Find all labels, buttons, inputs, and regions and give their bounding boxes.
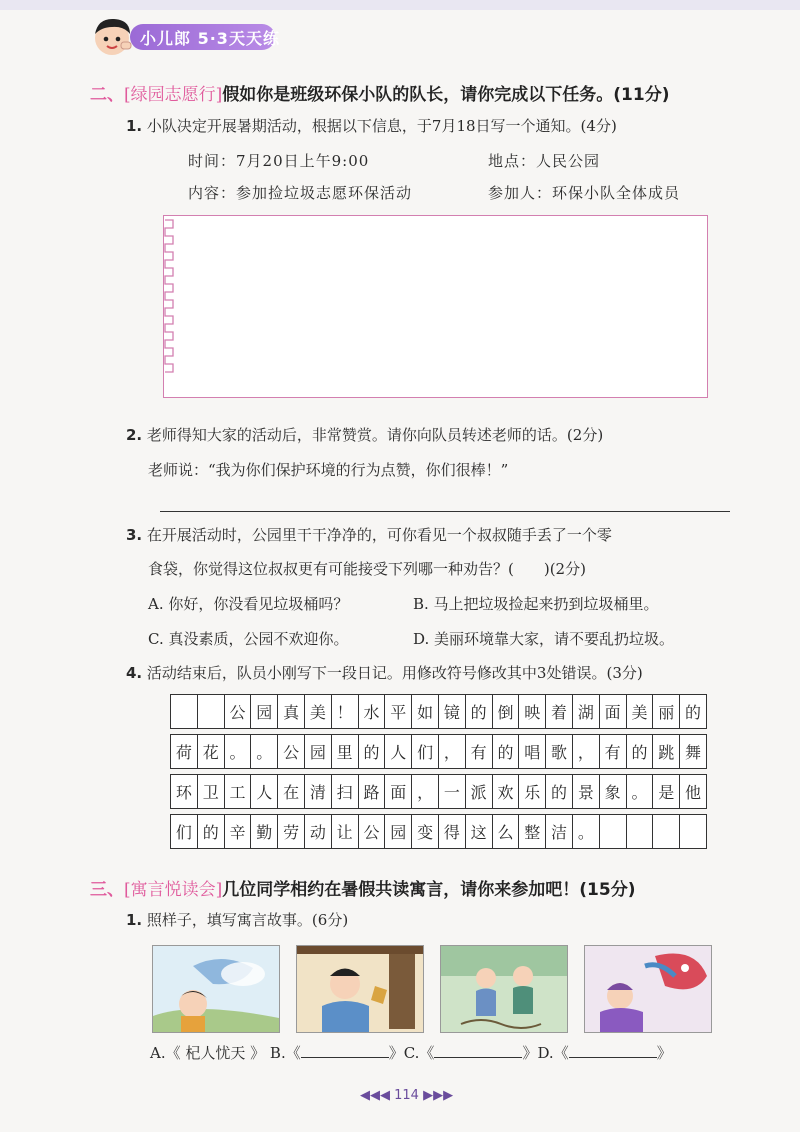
grid-cell: 。 — [224, 735, 251, 769]
grid-cell: 辛 — [224, 815, 251, 849]
grid-cell: 扫 — [331, 775, 358, 809]
grid-cell: 在 — [278, 775, 305, 809]
section-2-text: 假如你是班级环保小队的队长，请你完成以下任务。(11分) — [222, 85, 670, 105]
grid-cell: 清 — [304, 775, 331, 809]
teacher-quote: 老师说：“我为你们保护环境的行为点赞，你们很棒！” — [148, 461, 509, 479]
man-with-bell-icon — [297, 946, 423, 1032]
grid-cell: 的 — [492, 735, 519, 769]
answer-d-blank[interactable] — [569, 1043, 657, 1058]
grid-cell — [171, 695, 198, 729]
grid-cell: 景 — [572, 775, 599, 809]
question-4-text: 活动结束后，队员小刚写下一段日记。用修改符号修改其中3处错误。(3分) — [146, 664, 643, 682]
question-3-number: 3. — [126, 526, 143, 544]
section-2-tag: [绿园志愿行] — [124, 85, 223, 105]
grid-cell: 。 — [572, 815, 599, 849]
notice-content: 内容：参加捡垃圾志愿环保活动 — [188, 184, 413, 202]
grid-cell: 美 — [626, 695, 653, 729]
grid-cell: 的 — [546, 775, 573, 809]
man-and-dragon-icon — [585, 946, 711, 1032]
grid-cell: 劳 — [278, 815, 305, 849]
grid-cell: 有 — [599, 735, 626, 769]
grid-row — [171, 775, 707, 809]
notice-writing-box[interactable] — [163, 215, 708, 398]
grid-cell: 湖 — [572, 695, 599, 729]
grid-cell: 花 — [197, 735, 224, 769]
grid-cell: 这 — [465, 815, 492, 849]
grid-cell: 人 — [385, 735, 412, 769]
grid-cell: 洁 — [546, 815, 573, 849]
answer-d-close: 》 — [656, 1044, 672, 1062]
grid-cell: 让 — [331, 815, 358, 849]
grid-cell: 欢 — [492, 775, 519, 809]
page-number: ◀◀◀ 114 ▶▶▶ — [360, 1088, 454, 1103]
grid-cell: 整 — [519, 815, 546, 849]
section-3-question-1-number: 1. — [126, 911, 143, 929]
section-3-tag: [寓言悦读会] — [124, 880, 223, 900]
grid-cell: 美 — [304, 695, 331, 729]
grid-cell: 跳 — [653, 735, 680, 769]
section-2-number: 二、 — [90, 85, 124, 105]
fable-picture-c — [440, 945, 568, 1033]
people-drawing-snake-icon — [441, 946, 567, 1032]
question-2-text: 老师得知大家的活动后，非常赞赏。请你向队员转述老师的话。(2分) — [146, 426, 604, 444]
grid-cell: 映 — [519, 695, 546, 729]
grid-cell: 真 — [278, 695, 305, 729]
question-3 — [126, 524, 612, 545]
grid-cell: 的 — [358, 735, 385, 769]
grid-cell: 面 — [385, 775, 412, 809]
grid-cell: 水 — [358, 695, 385, 729]
diary-grid — [170, 694, 707, 849]
notebook-edge-icon — [163, 216, 177, 396]
answer-b-label: B.《 — [269, 1044, 301, 1062]
grid-cell: 镜 — [438, 695, 465, 729]
section-3-number: 三、 — [90, 880, 124, 900]
grid-cell: 象 — [599, 775, 626, 809]
question-1 — [126, 115, 617, 136]
section-3-question-1-text: 照样子，填写寓言故事。(6分) — [146, 911, 349, 929]
grid-cell: 里 — [331, 735, 358, 769]
grid-cell — [680, 815, 707, 849]
grid-row — [171, 735, 707, 769]
brand-name: 小儿郎 — [140, 29, 192, 48]
grid-row — [171, 695, 707, 729]
grid-cell: 荷 — [171, 735, 198, 769]
grid-cell: 的 — [626, 735, 653, 769]
answer-b-blank[interactable] — [301, 1043, 389, 1058]
grid-cell: 园 — [251, 695, 278, 729]
grid-cell: 如 — [412, 695, 439, 729]
option-a[interactable]: A. 你好，你没看见垃圾桶吗？ — [148, 595, 349, 613]
grid-cell: 面 — [599, 695, 626, 729]
grid-cell — [197, 695, 224, 729]
answer-a: A.《 杞人忧天 》 — [150, 1044, 266, 1062]
grid-cell: 动 — [304, 815, 331, 849]
section-3-text: 几位同学相约在暑假共读寓言，请你来参加吧！(15分) — [222, 880, 636, 900]
grid-cell — [599, 815, 626, 849]
grid-cell: 舞 — [680, 735, 707, 769]
grid-cell: 唱 — [519, 735, 546, 769]
section-3-question-1 — [126, 909, 348, 930]
grid-cell: 。 — [626, 775, 653, 809]
question-4 — [126, 662, 643, 683]
section-3-title — [90, 875, 635, 900]
grid-cell: 们 — [171, 815, 198, 849]
grid-cell: 他 — [680, 775, 707, 809]
worried-girl-sky-icon — [153, 946, 279, 1032]
answer-line[interactable] — [160, 511, 730, 512]
brand-text — [140, 26, 280, 49]
grid-cell: ， — [572, 735, 599, 769]
grid-cell: 得 — [438, 815, 465, 849]
grid-cell: 歌 — [546, 735, 573, 769]
grid-cell: ， — [412, 775, 439, 809]
grid-cell: 人 — [251, 775, 278, 809]
grid-cell: 有 — [465, 735, 492, 769]
question-3-line-1: 在开展活动时，公园里干干净净的，可你看见一个叔叔随手丢了一个零 — [146, 526, 612, 544]
fable-picture-d — [584, 945, 712, 1033]
grid-cell: 的 — [465, 695, 492, 729]
fable-answers — [150, 1042, 672, 1063]
grid-cell: 路 — [358, 775, 385, 809]
section-2-title — [90, 80, 669, 105]
question-2 — [126, 424, 603, 445]
answer-c-label: 》C.《 — [388, 1044, 435, 1062]
question-4-number: 4. — [126, 664, 143, 682]
grid-cell: 派 — [465, 775, 492, 809]
grid-cell: 的 — [197, 815, 224, 849]
option-d[interactable]: D. 美丽环境靠大家，请不要乱扔垃圾。 — [413, 630, 675, 648]
notice-participants: 参加人：环保小队全体成员 — [488, 184, 681, 202]
grid-row — [171, 815, 707, 849]
grid-cell: 一 — [438, 775, 465, 809]
answer-d-label: 》D.《 — [522, 1044, 569, 1062]
grid-cell: 园 — [304, 735, 331, 769]
grid-cell: 公 — [224, 695, 251, 729]
option-c[interactable]: C. 真没素质，公园不欢迎你。 — [148, 630, 349, 648]
grid-cell: 们 — [412, 735, 439, 769]
fable-picture-b — [296, 945, 424, 1033]
grid-cell: 么 — [492, 815, 519, 849]
question-1-text: 小队决定开展暑期活动，根据以下信息，于7月18日写一个通知。(4分) — [146, 117, 617, 135]
grid-cell: 变 — [412, 815, 439, 849]
grid-cell: 公 — [358, 815, 385, 849]
grid-cell: 是 — [653, 775, 680, 809]
grid-cell: ， — [438, 735, 465, 769]
grid-cell: 卫 — [197, 775, 224, 809]
grid-cell — [626, 815, 653, 849]
notice-place: 地点：人民公园 — [488, 152, 601, 170]
option-b[interactable]: B. 马上把垃圾捡起来扔到垃圾桶里。 — [413, 595, 659, 613]
grid-cell: ！ — [331, 695, 358, 729]
grid-cell: 乐 — [519, 775, 546, 809]
grid-cell: 平 — [385, 695, 412, 729]
header-strip — [0, 0, 800, 10]
notice-time: 时间：7月20日上午9:00 — [188, 152, 370, 170]
fable-picture-a — [152, 945, 280, 1033]
mascot-icon — [88, 14, 138, 60]
grid-cell: 公 — [278, 735, 305, 769]
grid-cell: 丽 — [653, 695, 680, 729]
grid-cell: 工 — [224, 775, 251, 809]
grid-cell: 环 — [171, 775, 198, 809]
grid-cell — [653, 815, 680, 849]
grid-cell: 的 — [680, 695, 707, 729]
question-1-number: 1. — [126, 117, 143, 135]
question-2-number: 2. — [126, 426, 143, 444]
series-name: 5·3天天练 — [197, 29, 280, 48]
question-3-line-2: 食袋，你觉得这位叔叔更有可能接受下列哪一种劝告？( )(2分) — [148, 560, 586, 578]
grid-cell: 着 — [546, 695, 573, 729]
grid-cell: 园 — [385, 815, 412, 849]
grid-cell: 勤 — [251, 815, 278, 849]
grid-cell: 倒 — [492, 695, 519, 729]
grid-cell: 。 — [251, 735, 278, 769]
answer-c-blank[interactable] — [434, 1043, 522, 1058]
